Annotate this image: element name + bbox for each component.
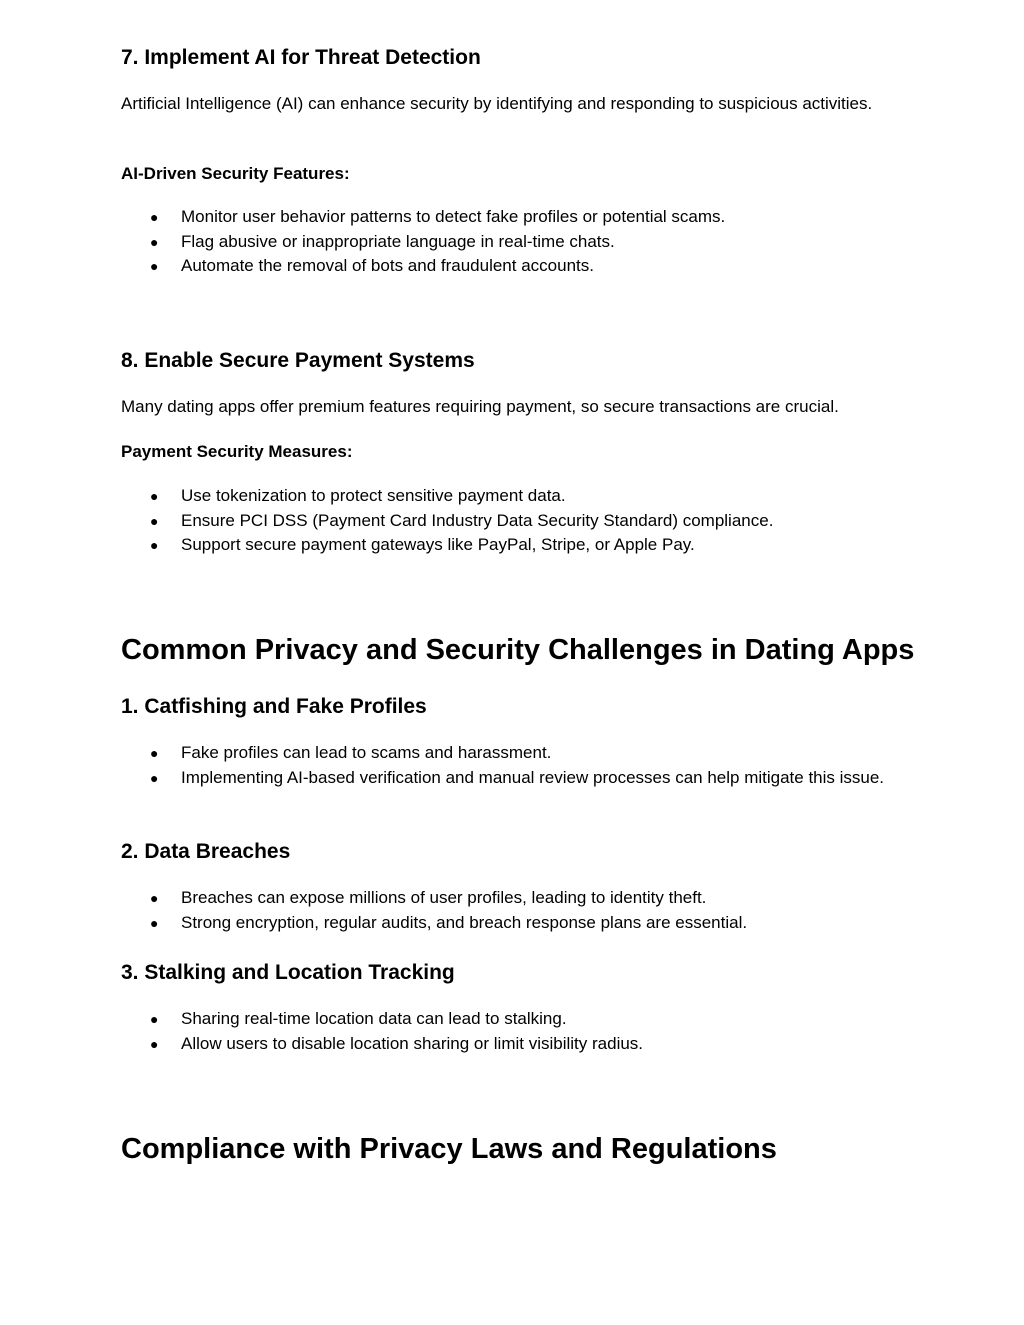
list-item-text: Allow users to disable location sharing or limit visibility radius. bbox=[181, 1033, 644, 1053]
list-item-text: Flag abusive or inappropriate language in real-time chats. bbox=[181, 231, 615, 251]
list-item-text: Fake profiles can lead to scams and harassment. bbox=[181, 743, 552, 762]
challenge-2-bullet-list bbox=[0, 886, 1024, 935]
list-item-text: Sharing real-time location data can lead to stalking. bbox=[181, 1009, 567, 1028]
section-7-subheading: AI-Driven Security Features: bbox=[121, 164, 350, 183]
list-item-text: Use tokenization to protect sensitive payment data. bbox=[181, 486, 566, 505]
bullet-icon: ● bbox=[150, 258, 159, 274]
list-item-text: Ensure PCI DSS (Payment Card Industry Data Security Standard) compliance. bbox=[181, 510, 774, 530]
list-item-text: Implementing AI-based verification and manual review processes can help mitigate this issue. bbox=[181, 767, 885, 787]
bullet-icon: ● bbox=[150, 1035, 159, 1052]
list-item bbox=[0, 509, 911, 534]
list-item bbox=[0, 766, 911, 791]
list-item bbox=[0, 205, 911, 230]
section-8-heading: 8. Enable Secure Payment Systems bbox=[121, 349, 475, 372]
compliance-heading: Compliance with Privacy Laws and Regulations bbox=[121, 1133, 777, 1165]
list-item bbox=[0, 1032, 911, 1057]
bullet-icon: ● bbox=[150, 769, 159, 786]
challenge-3-bullet-list bbox=[0, 1007, 1024, 1056]
list-item bbox=[0, 533, 911, 558]
list-item bbox=[0, 254, 911, 279]
list-item-text: Breaches can expose millions of user profiles, leading to identity theft. bbox=[181, 888, 707, 907]
list-item-text: Strong encryption, regular audits, and breach response plans are essential. bbox=[181, 912, 748, 932]
bullet-icon: ● bbox=[150, 890, 159, 906]
section-8-bullet-list bbox=[0, 484, 1024, 558]
challenge-2-heading: 2. Data Breaches bbox=[121, 840, 291, 863]
section-7-bullet-list bbox=[0, 205, 1024, 279]
challenge-3-heading: 3. Stalking and Location Tracking bbox=[121, 961, 455, 984]
bullet-icon: ● bbox=[150, 914, 159, 931]
section-8-subheading: Payment Security Measures: bbox=[121, 442, 353, 461]
list-item-text: Support secure payment gateways like PayPal, Stripe, or Apple Pay. bbox=[181, 535, 695, 554]
list-item bbox=[0, 741, 911, 766]
bullet-icon: ● bbox=[150, 512, 159, 529]
section-7-intro: Artificial Intelligence (AI) can enhance security by identifying and responding to suspicious activities. bbox=[121, 94, 873, 113]
bullet-icon: ● bbox=[150, 233, 159, 250]
bullet-icon: ● bbox=[150, 745, 159, 761]
bullet-icon: ● bbox=[150, 1011, 159, 1027]
bullet-icon: ● bbox=[150, 537, 159, 553]
bullet-icon: ● bbox=[150, 209, 159, 225]
challenge-1-bullet-list bbox=[0, 741, 1024, 790]
list-item bbox=[0, 230, 911, 255]
list-item bbox=[0, 886, 911, 911]
list-item-text: Automate the removal of bots and fraudulent accounts. bbox=[181, 256, 594, 275]
section-7-heading: 7. Implement AI for Threat Detection bbox=[121, 46, 481, 69]
challenges-heading: Common Privacy and Security Challenges in Dating Apps bbox=[121, 634, 915, 666]
list-item bbox=[0, 1007, 911, 1032]
list-item bbox=[0, 911, 911, 936]
list-item bbox=[0, 484, 911, 509]
bullet-icon: ● bbox=[150, 488, 159, 504]
section-8-intro: Many dating apps offer premium features requiring payment, so secure transactions are crucial. bbox=[121, 397, 839, 416]
list-item-text: Monitor user behavior patterns to detect fake profiles or potential scams. bbox=[181, 207, 726, 226]
challenge-1-heading: 1. Catfishing and Fake Profiles bbox=[121, 695, 427, 718]
